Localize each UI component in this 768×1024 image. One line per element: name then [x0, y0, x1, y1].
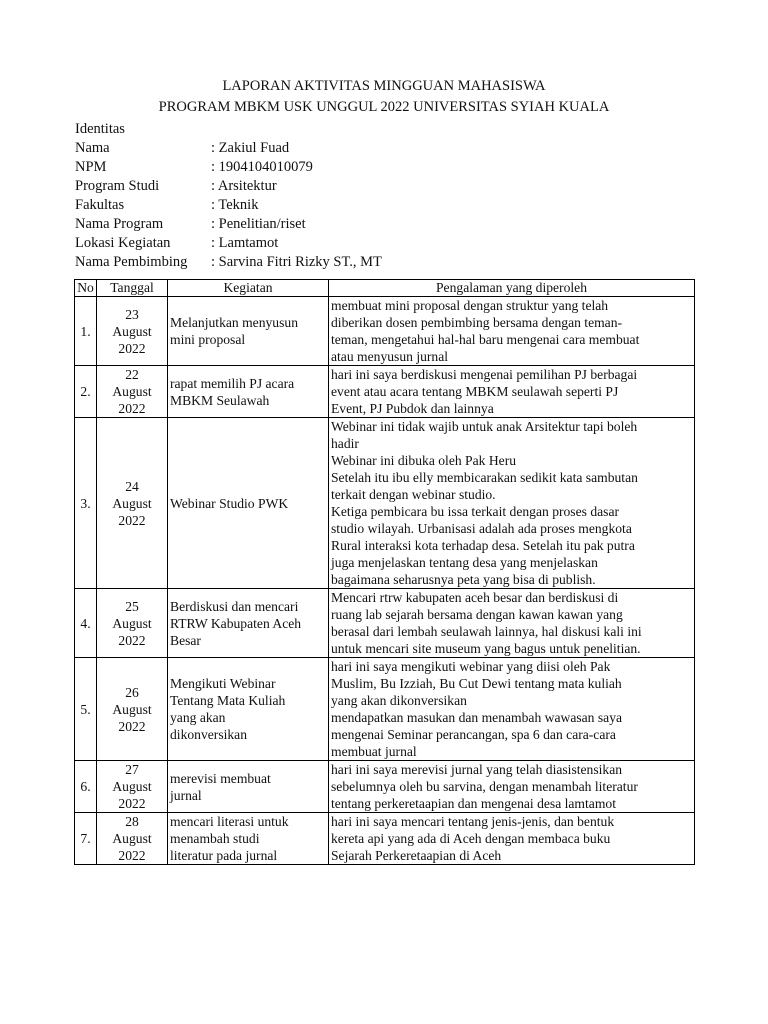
row-number: 4.	[75, 589, 97, 658]
row-experience-line: teman, mengetahui hal-hal baru mengenai cara membuat	[331, 332, 640, 347]
row-experience-line: untuk mencari site museum yang bagus untuk penelitian.	[331, 641, 641, 656]
row-activity-line: Tentang Mata Kuliah	[170, 693, 286, 708]
row-number: 3.	[75, 418, 97, 589]
table-row	[75, 297, 695, 366]
row-date-line: 2022	[118, 848, 146, 863]
row-activity-line: jurnal	[170, 787, 202, 803]
identity-value: : Sarvina Fitri Rizky ST., MT	[211, 254, 382, 270]
identity-value: : Teknik	[211, 197, 259, 213]
row-date-line: August	[112, 323, 152, 339]
report-subtitle: PROGRAM MBKM USK UNGGUL 2022 UNIVERSITAS SYIAH KUALA	[158, 99, 610, 115]
row-date-line: August	[112, 615, 152, 631]
row-experience-line: Setelah itu ibu elly membicarakan sedikit kata sambutan	[331, 470, 638, 485]
row-activity	[168, 658, 329, 761]
row-date	[97, 813, 168, 865]
identity-label: Nama	[75, 140, 110, 156]
row-date	[97, 366, 168, 418]
identity-label: Fakultas	[75, 197, 125, 213]
row-activity-line: Webinar Studio PWK	[170, 495, 289, 511]
row-experience-line: berasal dari lembah seulawah lainnya, hal diskusi kali ini	[331, 624, 642, 639]
row-number: 5.	[75, 658, 97, 761]
row-activity	[168, 589, 329, 658]
row-experience	[329, 589, 695, 658]
row-date-line: 2022	[118, 718, 146, 734]
identity-value: : Zakiul Fuad	[211, 140, 290, 156]
row-activity-line: MBKM Seulawah	[170, 392, 270, 408]
row-experience-line: diberikan dosen pembimbing bersama dengan teman-	[331, 315, 623, 330]
row-activity-line: Mengikuti Webinar	[170, 676, 276, 691]
row-date-line: 28	[125, 814, 139, 829]
identity-row-program-studi	[75, 178, 695, 197]
identity-label: Nama Pembimbing	[75, 254, 188, 270]
row-date-line: August	[112, 495, 152, 511]
identity-value: : 1904104010079	[211, 159, 313, 175]
table-row	[75, 761, 695, 813]
row-activity-line: dikonversikan	[170, 727, 248, 742]
row-date-line: 25	[125, 598, 139, 614]
row-activity	[168, 418, 329, 589]
row-date-line: August	[112, 384, 152, 399]
row-experience-line: studio wilayah. Urbanisasi adalah ada proses mengkota	[331, 521, 632, 536]
row-activity-line: mencari literasi untuk	[170, 814, 289, 829]
row-date-line: August	[112, 779, 152, 794]
row-activity	[168, 366, 329, 418]
header-no: No	[75, 280, 97, 297]
table-header-row	[75, 280, 695, 297]
identity-row-nama-program	[75, 216, 695, 235]
row-experience-line: bagaimana seharusnya peta yang bisa di publish.	[331, 572, 596, 587]
table-row	[75, 658, 695, 761]
row-date-line: 26	[125, 684, 139, 700]
identity-value: : Penelitian/riset	[211, 216, 306, 232]
row-activity-line: RTRW Kabupaten Aceh	[170, 615, 302, 631]
row-activity-line: menambah studi	[170, 831, 260, 846]
row-date-line: 2022	[118, 512, 146, 528]
identity-row-fakultas	[75, 197, 695, 216]
row-date	[97, 589, 168, 658]
row-activity-line: literatur pada jurnal	[170, 848, 278, 863]
row-experience-line: mendapatkan masukan dan menambah wawasan saya	[331, 710, 623, 725]
row-experience	[329, 418, 695, 589]
identity-label: Program Studi	[75, 178, 160, 194]
row-experience-line: Sejarah Perkeretaapian di Aceh	[331, 848, 502, 863]
row-date-line: 2022	[118, 401, 146, 416]
row-activity-line: Berdiskusi dan mencari	[170, 598, 299, 614]
row-date-line: August	[112, 701, 152, 717]
report-title: LAPORAN AKTIVITAS MINGGUAN MAHASISWA	[222, 78, 546, 94]
row-number: 6.	[75, 761, 97, 813]
row-experience-line: sebelumnya oleh bu sarvina, dengan menambah literatur	[331, 779, 638, 794]
row-date-line: 2022	[118, 796, 146, 811]
identity-label: Lokasi Kegiatan	[75, 235, 171, 251]
activity-table	[74, 279, 695, 865]
row-experience-line: hadir	[331, 436, 359, 451]
row-activity-line: merevisi membuat	[170, 770, 271, 786]
row-date-line: 23	[125, 306, 139, 322]
row-number: 7.	[75, 813, 97, 865]
identity-value: : Arsitektur	[211, 178, 277, 194]
row-activity-line: Besar	[170, 632, 201, 648]
row-activity	[168, 761, 329, 813]
row-activity-line: Melanjutkan menyusun	[170, 315, 298, 330]
header-tanggal: Tanggal	[97, 280, 168, 297]
row-experience-line: juga menjelaskan tentang desa yang menjelaskan	[331, 555, 598, 570]
row-experience-line: hari ini saya merevisi jurnal yang telah diasistensikan	[331, 762, 623, 777]
row-activity-line: mini proposal	[170, 332, 246, 347]
row-experience-line: Mencari rtrw kabupaten aceh besar dan berdiskusi di	[331, 590, 619, 605]
row-experience-line: tentang perkeretaapian dan mengenai desa lamtamot	[331, 796, 616, 811]
row-date-line: 2022	[118, 340, 146, 356]
row-experience	[329, 761, 695, 813]
row-experience-line: hari ini saya mengikuti webinar yang diisi oleh Pak	[331, 659, 611, 674]
row-experience-line: Webinar ini tidak wajib untuk anak Arsitektur tapi boleh	[331, 419, 638, 434]
row-number: 1.	[75, 297, 97, 366]
row-experience-line: hari ini saya mencari tentang jenis-jenis, dan bentuk	[331, 814, 615, 829]
row-experience	[329, 297, 695, 366]
row-date-line: 24	[125, 478, 139, 494]
row-date	[97, 297, 168, 366]
row-date	[97, 658, 168, 761]
row-date	[97, 418, 168, 589]
row-experience-line: membuat mini proposal dengan struktur yang telah	[331, 298, 609, 313]
row-experience	[329, 813, 695, 865]
table-body	[75, 297, 695, 865]
row-activity	[168, 297, 329, 366]
row-experience-line: yang akan dikonversikan	[331, 693, 467, 708]
identity-row-lokasi	[75, 235, 695, 254]
row-experience-line: Webinar ini dibuka oleh Pak Heru	[331, 453, 517, 468]
header-kegiatan: Kegiatan	[168, 280, 329, 297]
table-row	[75, 366, 695, 418]
table-row	[75, 589, 695, 658]
row-experience-line: atau menyusun jurnal	[331, 349, 449, 364]
row-date-line: August	[112, 831, 152, 846]
row-experience	[329, 366, 695, 418]
row-date-line: 27	[125, 762, 139, 777]
row-experience-line: event atau acara tentang MBKM seulawah seperti PJ	[331, 384, 619, 399]
row-experience-line: Event, PJ Pubdok dan lainnya	[331, 401, 494, 416]
row-date	[97, 761, 168, 813]
identity-value: : Lamtamot	[211, 235, 279, 251]
row-experience-line: Ketiga pembicara bu issa terkait dengan proses dasar	[331, 504, 620, 519]
row-activity-line: yang akan	[170, 710, 226, 725]
row-experience-line: ruang lab sejarah bersama dengan kawan kawan yang	[331, 607, 623, 622]
row-activity	[168, 813, 329, 865]
identity-label: Nama Program	[75, 216, 164, 232]
row-date-line: 22	[125, 367, 139, 382]
row-experience-line: mengenai Seminar perancangan, spa 6 dan cara-cara	[331, 727, 616, 742]
identity-label: NPM	[75, 159, 107, 175]
row-number: 2.	[75, 366, 97, 418]
row-experience-line: Muslim, Bu Izziah, Bu Cut Dewi tentang mata kuliah	[331, 676, 622, 691]
identity-row-pembimbing	[75, 254, 695, 273]
header-pengalaman: Pengalaman yang diperoleh	[329, 280, 695, 297]
row-experience-line: Rural interaksi kota terhadap desa. Setelah itu pak putra	[331, 538, 635, 553]
table-row	[75, 418, 695, 589]
table-row	[75, 813, 695, 865]
row-experience-line: hari ini saya berdiskusi mengenai pemilihan PJ berbagai	[331, 367, 638, 382]
row-experience-line: membuat jurnal	[331, 744, 417, 759]
identity-row-npm	[75, 159, 695, 178]
row-experience-line: terkait dengan webinar studio.	[331, 487, 496, 502]
row-activity-line: rapat memilih PJ acara	[170, 375, 295, 391]
row-experience-line: kereta api yang ada di Aceh dengan membaca buku	[331, 831, 611, 846]
row-date-line: 2022	[118, 632, 146, 648]
identity-row-nama	[75, 140, 695, 159]
row-experience	[329, 658, 695, 761]
identity-heading: Identitas	[75, 121, 125, 137]
